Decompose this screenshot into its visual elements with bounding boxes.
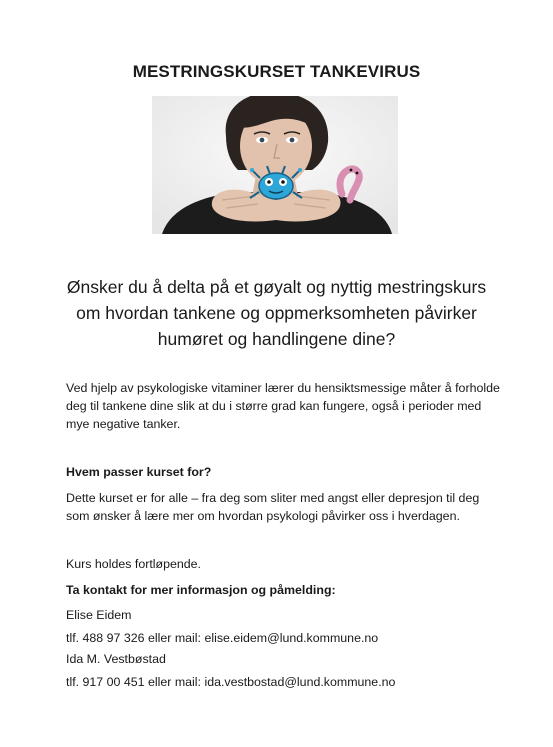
intro-paragraph [66,379,506,433]
lead-line: om hvordan tankene og oppmerksomheten påvirker [76,303,477,323]
page-title: MESTRINGSKURSET TANKEVIRUS [132,62,421,81]
contact-ida [66,650,506,691]
contact-heading: Ta kontakt for mer informasjon og påmelding: [66,583,336,597]
schedule-text: Kurs holdes fortløpende. [66,557,201,571]
who-line: som ønsker å lære mer om hvordan psykologi påvirker oss i hverdagen. [66,509,460,523]
who-paragraph [66,489,506,525]
lead-line: Ønsker du å delta på et gøyalt og nyttig mestringskurs [66,277,487,297]
header-photo [152,96,398,234]
woman-holding-virus-illustration [152,96,398,234]
intro-line: deg til tankene dine slik at du i større grad kan fungere, også i perioder med [66,399,482,413]
intro-line: mye negative tanker. [66,417,181,431]
who-line: Dette kurset er for alle – fra deg som sliter med angst eller depresjon til deg [66,491,480,505]
contact-details: tlf. 488 97 326 eller mail: elise.eidem@lund.kommune.no [66,631,379,645]
lead-question [0,274,553,352]
contact-name: Elise Eidem [66,608,132,622]
who-heading: Hvem passer kurset for? [66,465,212,479]
contact-details: tlf. 917 00 451 eller mail: ida.vestbostad@lund.kommune.no [66,675,396,689]
intro-line: Ved hjelp av psykologiske vitaminer lærer du hensiktsmessige måter å forholde [66,381,500,395]
contact-name: Ida M. Vestbøstad [66,652,166,666]
lead-line: humøret og handlingene dine? [157,329,396,349]
contact-elise [66,606,506,647]
